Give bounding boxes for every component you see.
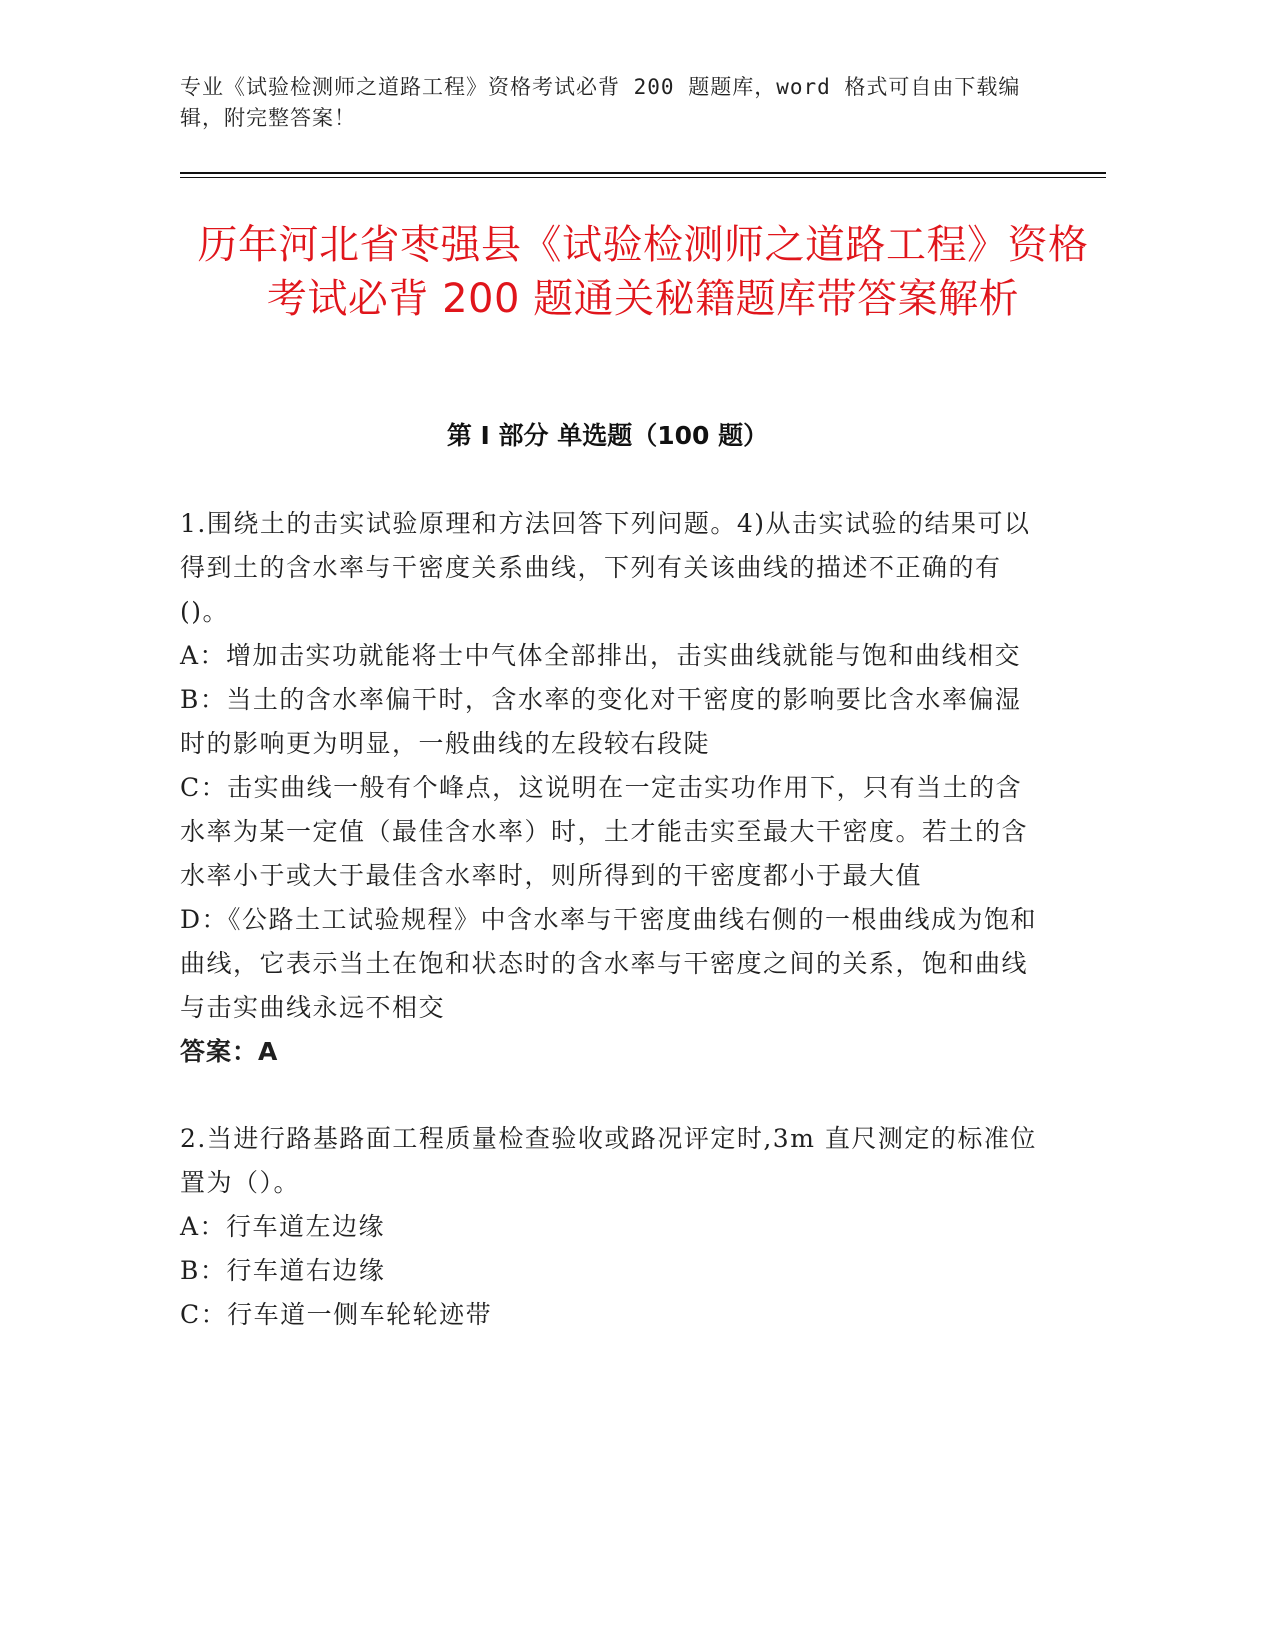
- question-stem: 1.围绕土的击实试验原理和方法回答下列问题。4)从击实试验的结果可以得到土的含水率与干密度关系曲线，下列有关该曲线的描述不正确的有()。: [180, 509, 1031, 626]
- question-list: [180, 502, 1040, 1337]
- option-d: D：《公路土工试验规程》中含水率与干密度曲线右侧的一根曲线成为饱和曲线，它表示当土在饱和状态时的含水率与干密度之间的关系，饱和曲线与击实曲线永远不相交: [180, 905, 1038, 1022]
- question-1: [180, 502, 1040, 1074]
- option-c: C：击实曲线一般有个峰点，这说明在一定击实功作用下，只有当土的含水率为某一定值（最佳含水率）时，土才能击实至最大干密度。若土的含水率小于或大于最佳含水率时，则所得到的干密度都小于最大值: [180, 773, 1029, 890]
- header-note: 专业《试验检测师之道路工程》资格考试必背 200 题题库，word 格式可自由下载编辑，附完整答案！: [180, 75, 1021, 130]
- document-title: 历年河北省枣强县《试验检测师之道路工程》资格考试必背 200 题通关秘籍题库带答案解析: [197, 222, 1089, 322]
- question-gap: [180, 1074, 1040, 1117]
- option-b: B：行车道右边缘: [180, 1256, 386, 1285]
- question-stem: 2.当进行路基路面工程质量检查验收或路况评定时,3m 直尺测定的标准位置为（）。: [180, 1124, 1037, 1197]
- answer-label: 答案：A: [180, 1037, 279, 1066]
- section-title: 第 I 部分 单选题（100 题）: [446, 421, 769, 450]
- option-a: A：增加击实功就能将士中气体全部排出，击实曲线就能与饱和曲线相交: [180, 641, 1022, 670]
- question-2: [180, 1117, 1040, 1337]
- option-a: A：行车道左边缘: [180, 1212, 386, 1241]
- header-divider-thick: [180, 172, 1106, 174]
- option-c: C：行车道一侧车轮轮迹带: [180, 1300, 493, 1329]
- header-divider-thin: [180, 177, 1106, 178]
- option-b: B：当土的含水率偏干时，含水率的变化对干密度的影响要比含水率偏湿时的影响更为明显，一般曲线的左段较右段陡: [180, 685, 1022, 758]
